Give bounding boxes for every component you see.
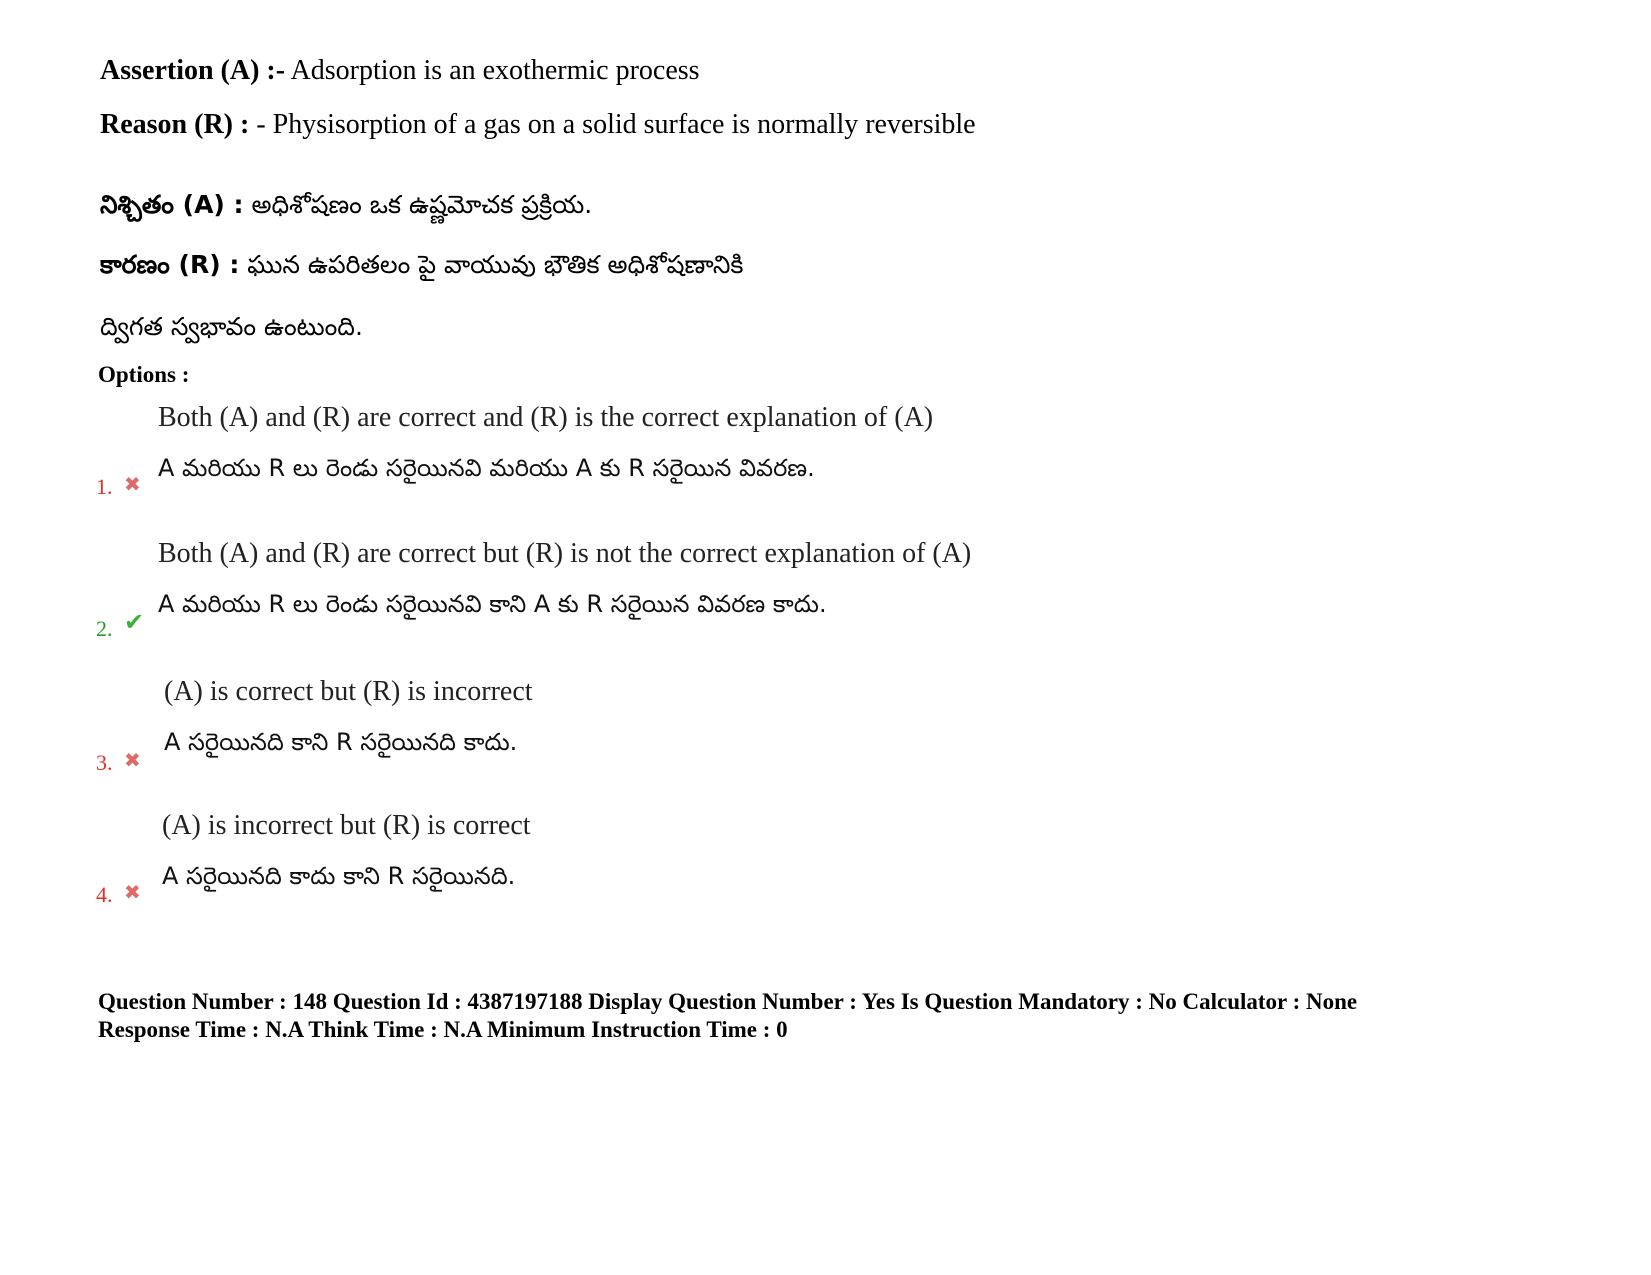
cross-icon: ✖ xyxy=(124,748,141,772)
option-1[interactable] xyxy=(96,402,1196,522)
option-text-en: (A) is incorrect but (R) is correct xyxy=(162,810,531,841)
reason-te-line xyxy=(100,250,743,286)
options-heading: Options : xyxy=(98,362,190,387)
option-number: 2. xyxy=(96,616,113,641)
meta-line-1: Question Number : 148 Question Id : 4387197188 Display Question Number : Yes Is Question Mandatory : No Calculator : None xyxy=(98,989,1358,1014)
option-number: 1. xyxy=(96,474,113,499)
assertion-te-line xyxy=(100,190,592,226)
reason-label: Reason (R) : xyxy=(100,109,250,140)
cross-icon: ✖ xyxy=(124,472,141,496)
option-text-te: A సరైయినది కాని R సరైయినది కాదు. xyxy=(164,728,518,756)
option-text-te: A మరియు R లు రెండు సరైయినవి మరియు A కు R సరైయిన వివరణ. xyxy=(158,454,815,482)
reason-te-line2: ద్విగత స్వభావం ఉంటుంది. xyxy=(100,312,363,341)
option-4[interactable] xyxy=(96,810,1196,930)
assertion-te-text: అధిశోషణం ఒక ఉష్ణమోచక ప్రక్రియ. xyxy=(243,190,593,219)
option-number: 4. xyxy=(96,882,113,907)
option-2[interactable] xyxy=(96,538,1196,658)
check-icon: ✔ xyxy=(124,608,145,636)
assertion-line xyxy=(100,55,700,87)
meta-line-2: Response Time : N.A Think Time : N.A Minimum Instruction Time : 0 xyxy=(98,1017,788,1042)
cross-icon: ✖ xyxy=(124,880,141,904)
option-3[interactable] xyxy=(96,676,1196,796)
option-text-te: A సరైయినది కాదు కాని R సరైయినది. xyxy=(162,862,516,890)
reason-line xyxy=(100,109,976,141)
assertion-text: Adsorption is an exothermic process xyxy=(285,55,700,86)
assertion-label: Assertion (A) :- xyxy=(100,55,286,86)
question-meta xyxy=(98,988,1598,1044)
option-text-en: Both (A) and (R) are correct and (R) is the correct explanation of (A) xyxy=(158,402,934,433)
option-text-en: (A) is correct but (R) is incorrect xyxy=(164,676,533,707)
option-text-en: Both (A) and (R) are correct but (R) is not the correct explanation of (A) xyxy=(158,538,972,569)
assertion-te-label: నిశ్చితం (A) : xyxy=(100,190,244,219)
option-number: 3. xyxy=(96,750,113,775)
reason-te-label: కారణం (R) : xyxy=(100,250,240,279)
reason-te-text: ఘున ఉపరితలం పై వాయువు భౌతిక అధిశోషణానికి xyxy=(239,250,744,279)
reason-text: - Physisorption of a gas on a solid surface is normally reversible xyxy=(249,109,976,140)
option-text-te: A మరియు R లు రెండు సరైయినవి కాని A కు R సరైయిన వివరణ కాదు. xyxy=(158,590,827,618)
